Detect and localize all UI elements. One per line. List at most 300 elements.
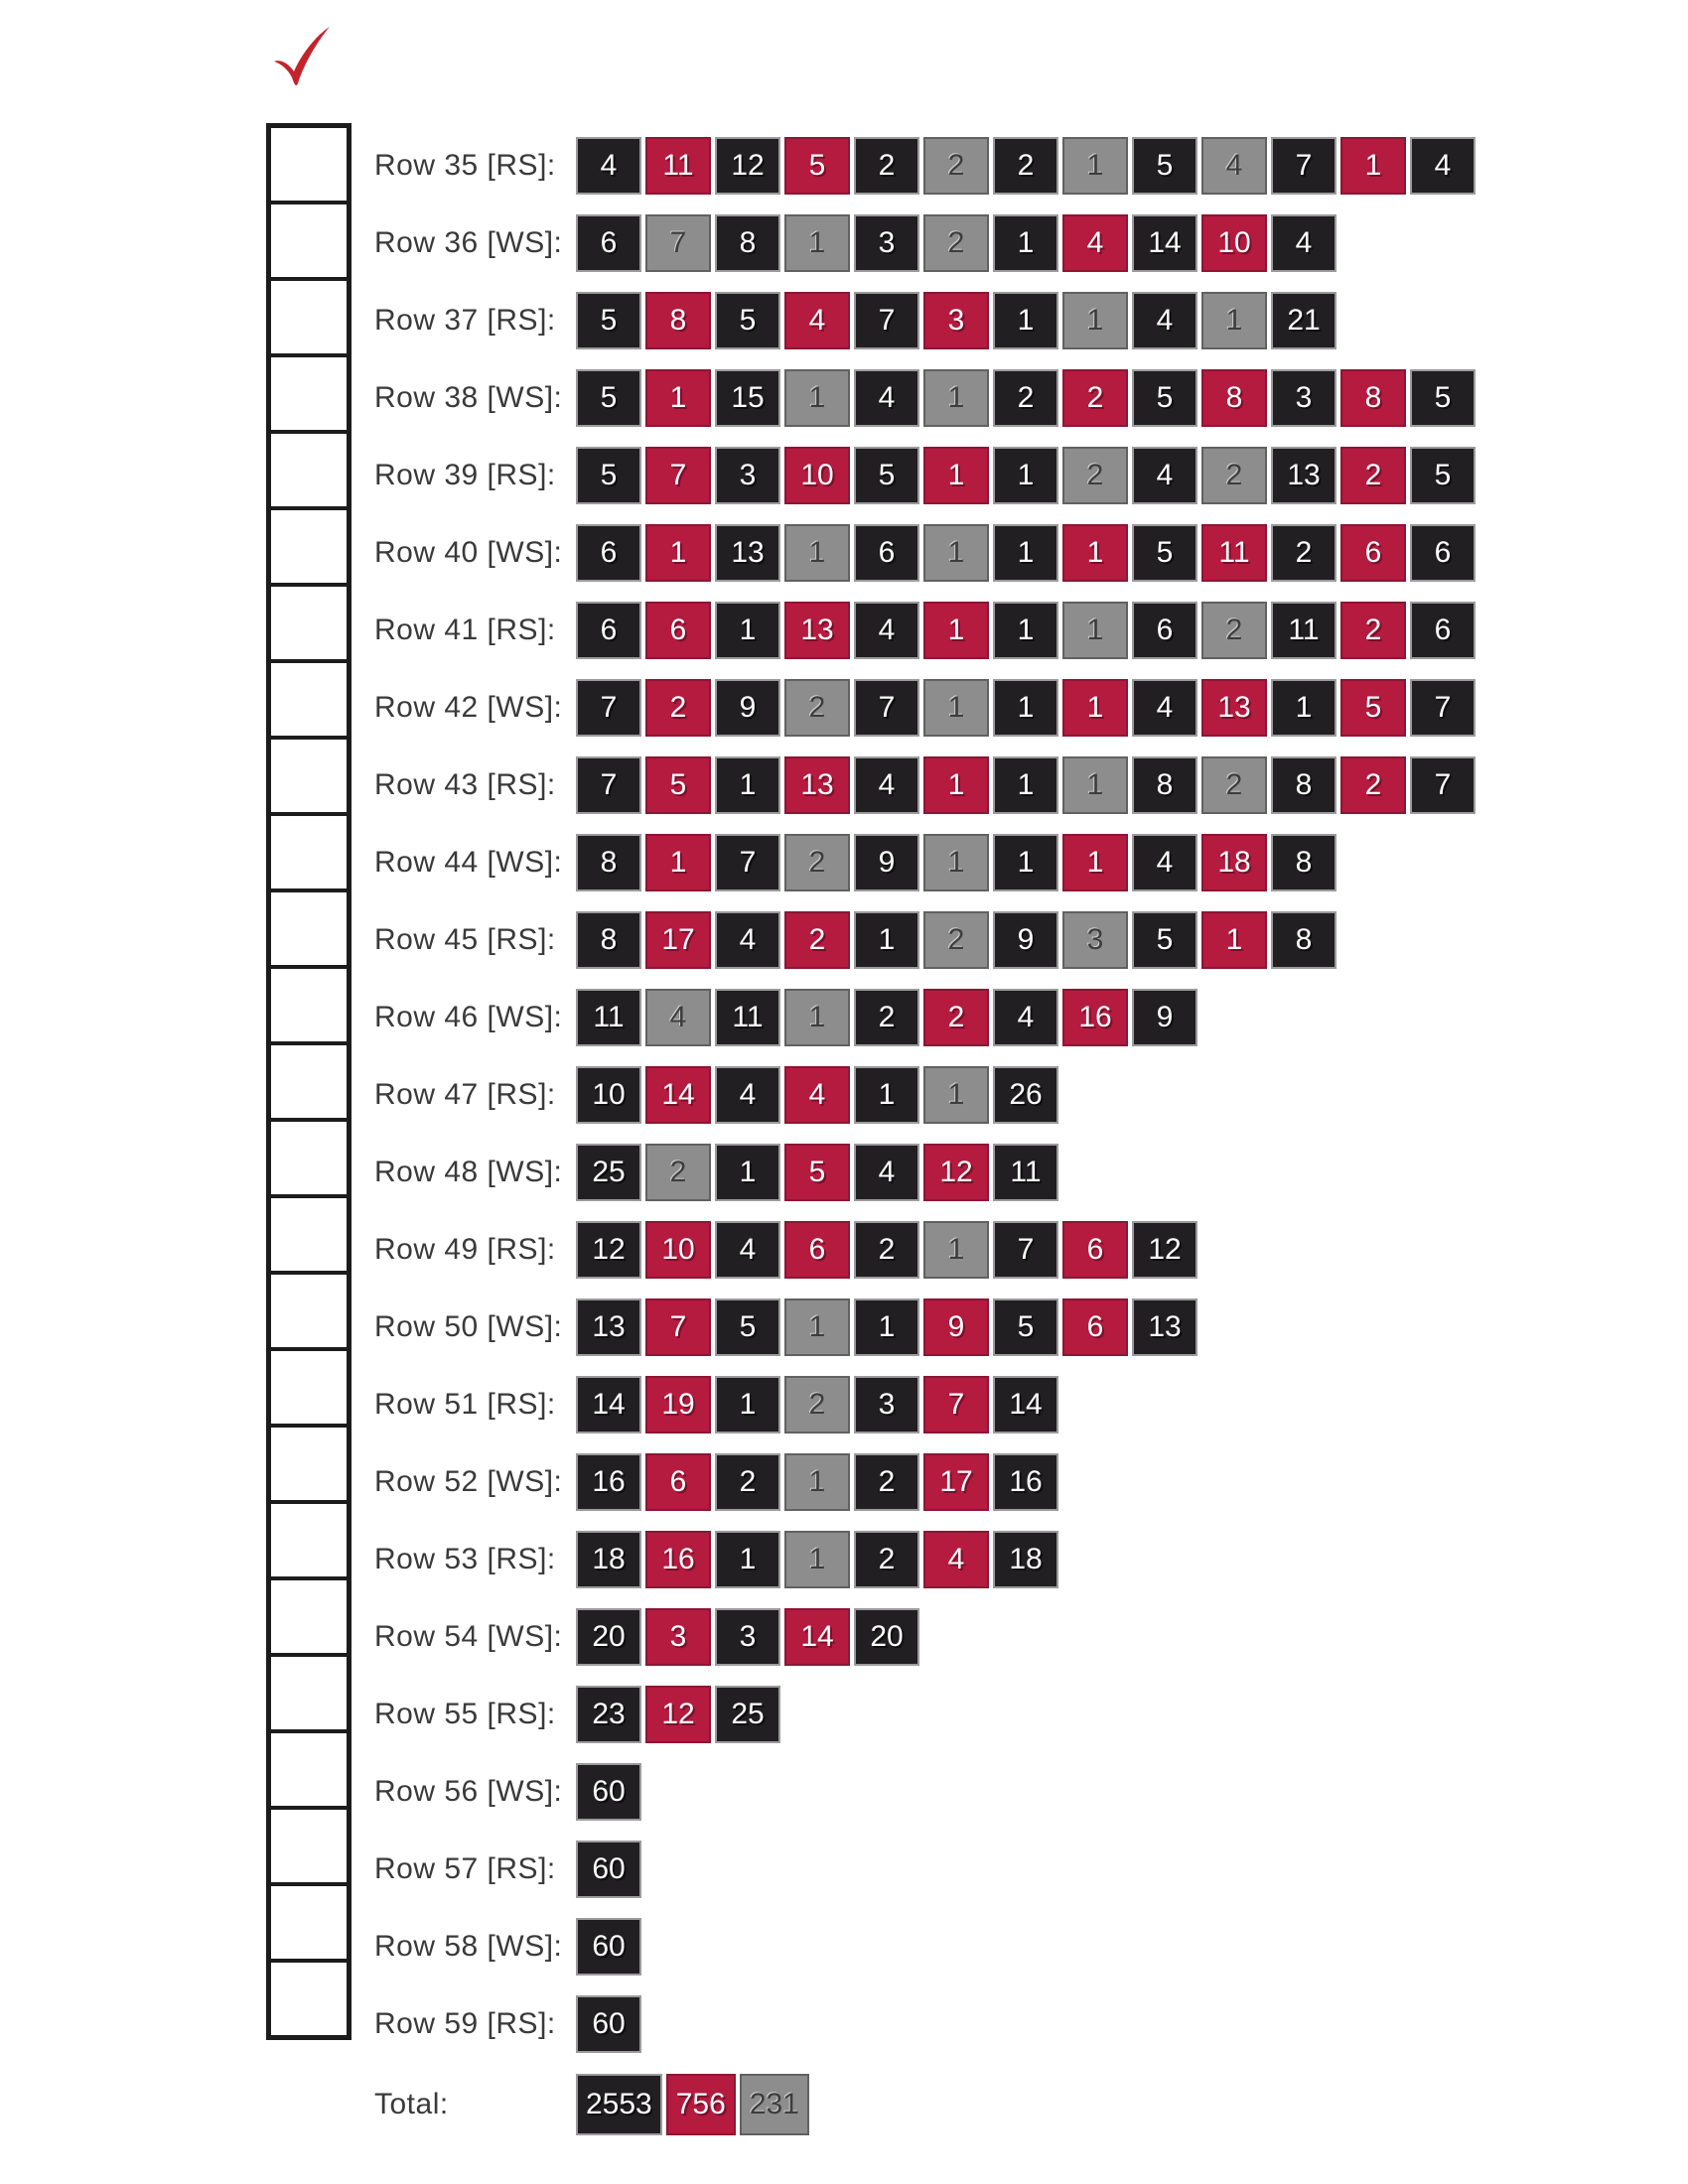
chart-row bbox=[374, 1366, 1476, 1443]
stitch-count-box: 1 bbox=[993, 214, 1058, 272]
stitch-count-box: 5 bbox=[1340, 679, 1406, 737]
stitch-count-box: 8 bbox=[1201, 369, 1267, 427]
stitch-count-box: 2 bbox=[1201, 447, 1267, 504]
stitch-count-box: 1 bbox=[923, 1066, 989, 1124]
stitch-count-box: 4 bbox=[993, 989, 1058, 1046]
stitch-count-box: 14 bbox=[1132, 214, 1197, 272]
stitch-count-box: 15 bbox=[715, 369, 780, 427]
stitch-count-box: 3 bbox=[923, 292, 989, 349]
stitch-count-box: 11 bbox=[715, 989, 780, 1046]
stitch-count-box: 4 bbox=[715, 1221, 780, 1279]
stitch-count-box: 6 bbox=[854, 524, 919, 582]
stitch-count-box: 2 bbox=[923, 989, 989, 1046]
stitch-count-box: 5 bbox=[1410, 369, 1476, 427]
chart-row bbox=[374, 127, 1476, 205]
stitch-count-box: 11 bbox=[576, 989, 641, 1046]
chart-row bbox=[374, 824, 1476, 901]
stitch-boxes bbox=[576, 1221, 1197, 1279]
stitch-count-box: 10 bbox=[784, 447, 850, 504]
stitch-count-box: 4 bbox=[645, 989, 711, 1046]
stitch-count-box: 13 bbox=[1201, 679, 1267, 737]
stitch-count-box: 1 bbox=[1201, 911, 1267, 969]
stitch-count-box: 1 bbox=[1062, 679, 1128, 737]
stitch-count-box: 60 bbox=[576, 1841, 641, 1898]
stitch-count-box: 1 bbox=[923, 834, 989, 891]
stitch-count-box: 2 bbox=[923, 214, 989, 272]
row-label: Row 46 [WS]: bbox=[374, 1001, 563, 1033]
row-label: Row 50 [WS]: bbox=[374, 1310, 563, 1343]
stitch-count-box: 7 bbox=[1410, 756, 1476, 814]
row-label: Row 41 [RS]: bbox=[374, 614, 556, 646]
stitch-count-box: 8 bbox=[645, 292, 711, 349]
stitch-count-box: 3 bbox=[715, 447, 780, 504]
stitch-count-box: 14 bbox=[645, 1066, 711, 1124]
row-label: Row 40 [WS]: bbox=[374, 536, 563, 569]
row-label: Row 39 [RS]: bbox=[374, 459, 556, 491]
row-checkbox[interactable] bbox=[271, 1194, 347, 1271]
stitch-count-box: 8 bbox=[1132, 756, 1197, 814]
stitch-count-box: 2 bbox=[784, 679, 850, 737]
stitch-count-box: 60 bbox=[576, 1995, 641, 2053]
stitch-count-box: 1 bbox=[923, 524, 989, 582]
stitch-count-box: 1 bbox=[1062, 524, 1128, 582]
row-label: Row 47 [RS]: bbox=[374, 1078, 556, 1111]
stitch-count-box: 12 bbox=[715, 137, 780, 195]
stitch-count-box: 5 bbox=[576, 369, 641, 427]
row-label: Row 36 [WS]: bbox=[374, 226, 563, 259]
stitch-count-box: 2553 bbox=[576, 2074, 662, 2135]
total-label: Total: bbox=[374, 2088, 449, 2120]
stitch-count-box: 8 bbox=[715, 214, 780, 272]
row-checkbox[interactable] bbox=[271, 201, 347, 277]
stitch-count-box: 2 bbox=[645, 679, 711, 737]
stitch-count-box: 4 bbox=[1201, 137, 1267, 195]
stitch-count-box: 2 bbox=[1340, 756, 1406, 814]
stitch-boxes bbox=[576, 524, 1476, 582]
stitch-count-box: 13 bbox=[784, 756, 850, 814]
stitch-count-box: 3 bbox=[1271, 369, 1336, 427]
chart-row bbox=[374, 592, 1476, 669]
row-label: Row 37 [RS]: bbox=[374, 304, 556, 337]
stitch-count-box: 2 bbox=[993, 369, 1058, 427]
row-label: Row 56 [WS]: bbox=[374, 1775, 563, 1808]
stitch-boxes bbox=[576, 369, 1476, 427]
stitch-count-box: 6 bbox=[576, 524, 641, 582]
stitch-count-box: 1 bbox=[923, 602, 989, 659]
stitch-count-box: 2 bbox=[715, 1453, 780, 1511]
stitch-count-box: 6 bbox=[1410, 524, 1476, 582]
stitch-count-box: 1 bbox=[854, 911, 919, 969]
stitch-count-box: 1 bbox=[1201, 292, 1267, 349]
stitch-count-box: 2 bbox=[1340, 447, 1406, 504]
stitch-count-box: 5 bbox=[645, 756, 711, 814]
stitch-count-box: 9 bbox=[923, 1298, 989, 1356]
stitch-count-box: 8 bbox=[1271, 911, 1336, 969]
stitch-count-box: 5 bbox=[1132, 137, 1197, 195]
stitch-count-box: 1 bbox=[993, 756, 1058, 814]
stitch-count-box: 1 bbox=[784, 1531, 850, 1588]
stitch-count-box: 4 bbox=[854, 602, 919, 659]
stitch-count-box: 20 bbox=[576, 1608, 641, 1666]
row-label: Row 45 [RS]: bbox=[374, 923, 556, 956]
stitch-count-box: 5 bbox=[1410, 447, 1476, 504]
stitch-count-box: 4 bbox=[784, 1066, 850, 1124]
chart-row bbox=[374, 1289, 1476, 1366]
stitch-count-box: 8 bbox=[576, 834, 641, 891]
stitch-boxes bbox=[576, 989, 1197, 1046]
stitch-boxes bbox=[576, 1763, 641, 1821]
stitch-count-box: 7 bbox=[923, 1376, 989, 1433]
row-label: Row 43 [RS]: bbox=[374, 768, 556, 801]
stitch-count-box: 1 bbox=[993, 447, 1058, 504]
row-label: Row 57 [RS]: bbox=[374, 1852, 556, 1885]
stitch-count-box: 5 bbox=[854, 447, 919, 504]
total-boxes bbox=[576, 2074, 809, 2135]
row-label: Row 49 [RS]: bbox=[374, 1233, 556, 1266]
stitch-count-box: 1 bbox=[1062, 602, 1128, 659]
stitch-count-box: 4 bbox=[576, 137, 641, 195]
row-checkbox[interactable] bbox=[271, 812, 347, 888]
stitch-count-box: 2 bbox=[923, 137, 989, 195]
stitch-count-box: 1 bbox=[1062, 834, 1128, 891]
stitch-count-box: 1 bbox=[784, 369, 850, 427]
stitch-boxes bbox=[576, 602, 1476, 659]
row-checkbox[interactable] bbox=[271, 583, 347, 659]
row-checkbox[interactable] bbox=[271, 1118, 347, 1194]
row-label: Row 59 [RS]: bbox=[374, 2007, 556, 2040]
chart-row bbox=[374, 205, 1476, 282]
stitch-count-box: 6 bbox=[576, 214, 641, 272]
stitch-count-box: 18 bbox=[993, 1531, 1058, 1588]
row-label: Row 54 [WS]: bbox=[374, 1620, 563, 1653]
stitch-count-box: 5 bbox=[1132, 524, 1197, 582]
stitch-boxes bbox=[576, 1531, 1058, 1588]
stitch-count-box: 1 bbox=[993, 834, 1058, 891]
row-checkbox[interactable] bbox=[271, 1576, 347, 1653]
stitch-count-box: 2 bbox=[854, 989, 919, 1046]
stitch-count-box: 25 bbox=[576, 1144, 641, 1201]
stitch-count-box: 12 bbox=[1132, 1221, 1197, 1279]
stitch-boxes bbox=[576, 1066, 1058, 1124]
stitch-count-box: 9 bbox=[1132, 989, 1197, 1046]
stitch-count-box: 4 bbox=[1062, 214, 1128, 272]
stitch-count-box: 2 bbox=[1271, 524, 1336, 582]
stitch-count-box: 2 bbox=[1062, 447, 1128, 504]
stitch-count-box: 21 bbox=[1271, 292, 1336, 349]
row-checkbox[interactable] bbox=[271, 1653, 347, 1729]
stitch-count-box: 2 bbox=[854, 1531, 919, 1588]
stitch-count-box: 7 bbox=[576, 679, 641, 737]
row-checkbox[interactable] bbox=[271, 1271, 347, 1347]
stitch-boxes bbox=[576, 834, 1336, 891]
stitch-count-box: 2 bbox=[1201, 602, 1267, 659]
stitch-boxes bbox=[576, 137, 1476, 195]
row-checkbox[interactable] bbox=[271, 353, 347, 430]
stitch-count-box: 1 bbox=[923, 447, 989, 504]
stitch-count-box: 2 bbox=[854, 137, 919, 195]
stitch-count-box: 9 bbox=[854, 834, 919, 891]
row-label: Row 38 [WS]: bbox=[374, 381, 563, 414]
stitch-count-box: 5 bbox=[576, 447, 641, 504]
stitch-count-box: 1 bbox=[784, 989, 850, 1046]
stitch-count-box: 18 bbox=[1201, 834, 1267, 891]
chart-row bbox=[374, 1676, 1476, 1753]
stitch-count-box: 7 bbox=[645, 447, 711, 504]
stitch-count-box: 8 bbox=[1340, 369, 1406, 427]
row-checkbox[interactable] bbox=[271, 1424, 347, 1500]
stitch-count-box: 5 bbox=[993, 1298, 1058, 1356]
stitch-count-box: 60 bbox=[576, 1918, 641, 1976]
stitch-count-box: 756 bbox=[666, 2074, 736, 2135]
stitch-count-box: 2 bbox=[784, 834, 850, 891]
stitch-count-box: 3 bbox=[645, 1608, 711, 1666]
chart-row bbox=[374, 1753, 1476, 1831]
row-checkbox[interactable] bbox=[271, 1806, 347, 1882]
stitch-count-box: 2 bbox=[1062, 369, 1128, 427]
row-checkbox[interactable] bbox=[271, 888, 347, 965]
chart-row bbox=[374, 1211, 1476, 1289]
stitch-count-box: 5 bbox=[715, 1298, 780, 1356]
stitch-count-box: 3 bbox=[715, 1608, 780, 1666]
stitch-count-box: 5 bbox=[784, 137, 850, 195]
stitch-count-box: 4 bbox=[1271, 214, 1336, 272]
stitch-count-box: 4 bbox=[1132, 447, 1197, 504]
stitch-count-box: 2 bbox=[854, 1221, 919, 1279]
stitch-boxes bbox=[576, 1376, 1058, 1433]
stitch-count-box: 10 bbox=[1201, 214, 1267, 272]
stitch-count-box: 4 bbox=[715, 1066, 780, 1124]
stitch-count-box: 1 bbox=[715, 756, 780, 814]
row-checkbox[interactable] bbox=[271, 1729, 347, 1806]
stitch-count-box: 13 bbox=[784, 602, 850, 659]
stitch-count-box: 20 bbox=[854, 1608, 919, 1666]
row-label: Row 52 [WS]: bbox=[374, 1465, 563, 1498]
stitch-count-box: 12 bbox=[923, 1144, 989, 1201]
stitch-boxes bbox=[576, 214, 1336, 272]
stitch-count-box: 9 bbox=[993, 911, 1058, 969]
stitch-count-box: 11 bbox=[645, 137, 711, 195]
stitch-count-box: 1 bbox=[854, 1298, 919, 1356]
stitch-boxes bbox=[576, 1686, 780, 1743]
stitch-count-box: 19 bbox=[645, 1376, 711, 1433]
row-label: Row 55 [RS]: bbox=[374, 1698, 556, 1730]
chart-row bbox=[374, 979, 1476, 1056]
stitch-count-box: 14 bbox=[576, 1376, 641, 1433]
stitch-count-box: 1 bbox=[1271, 679, 1336, 737]
stitch-count-box: 6 bbox=[645, 1453, 711, 1511]
chart-row bbox=[374, 1598, 1476, 1676]
stitch-count-box: 4 bbox=[854, 1144, 919, 1201]
row-checkbox[interactable] bbox=[271, 1882, 347, 1959]
chart-row bbox=[374, 1443, 1476, 1521]
stitch-count-box: 7 bbox=[854, 679, 919, 737]
stitch-count-box: 5 bbox=[1132, 911, 1197, 969]
stitch-boxes bbox=[576, 911, 1336, 969]
stitch-count-box: 11 bbox=[1201, 524, 1267, 582]
stitch-count-box: 7 bbox=[645, 214, 711, 272]
stitch-count-box: 1 bbox=[993, 292, 1058, 349]
row-checkbox[interactable] bbox=[271, 1347, 347, 1424]
stitch-count-box: 1 bbox=[715, 1144, 780, 1201]
stitch-count-box: 12 bbox=[576, 1221, 641, 1279]
stitch-count-box: 1 bbox=[1062, 137, 1128, 195]
row-label: Row 53 [RS]: bbox=[374, 1543, 556, 1575]
row-checkbox[interactable] bbox=[271, 659, 347, 736]
stitch-count-box: 1 bbox=[993, 679, 1058, 737]
stitch-count-box: 16 bbox=[993, 1453, 1058, 1511]
stitch-boxes bbox=[576, 1453, 1058, 1511]
stitch-count-box: 7 bbox=[715, 834, 780, 891]
stitch-count-box: 7 bbox=[1271, 137, 1336, 195]
stitch-count-box: 9 bbox=[715, 679, 780, 737]
row-checkbox[interactable] bbox=[271, 128, 347, 201]
row-checkbox[interactable] bbox=[271, 277, 347, 353]
row-checkbox[interactable] bbox=[271, 506, 347, 583]
row-label: Row 51 [RS]: bbox=[374, 1388, 556, 1421]
stitch-count-box: 5 bbox=[784, 1144, 850, 1201]
stitch-count-box: 3 bbox=[854, 214, 919, 272]
stitch-count-box: 23 bbox=[576, 1686, 641, 1743]
stitch-count-box: 7 bbox=[993, 1221, 1058, 1279]
chart-row bbox=[374, 282, 1476, 359]
stitch-count-box: 2 bbox=[854, 1453, 919, 1511]
stitch-count-box: 16 bbox=[576, 1453, 641, 1511]
stitch-count-box: 231 bbox=[740, 2074, 809, 2135]
stitch-count-box: 1 bbox=[923, 1221, 989, 1279]
stitch-count-box: 1 bbox=[993, 524, 1058, 582]
stitch-count-box: 4 bbox=[1410, 137, 1476, 195]
chart-row bbox=[374, 1831, 1476, 1908]
stitch-count-box: 6 bbox=[1062, 1298, 1128, 1356]
row-checkbox[interactable] bbox=[271, 965, 347, 1041]
stitch-count-box: 16 bbox=[645, 1531, 711, 1588]
chart-row bbox=[374, 901, 1476, 979]
stitch-count-box: 5 bbox=[576, 292, 641, 349]
stitch-count-box: 14 bbox=[993, 1376, 1058, 1433]
row-checkbox[interactable] bbox=[271, 736, 347, 812]
stitch-count-box: 1 bbox=[1062, 756, 1128, 814]
chart-row bbox=[374, 669, 1476, 747]
stitch-count-box: 1 bbox=[993, 602, 1058, 659]
stitch-count-box: 7 bbox=[645, 1298, 711, 1356]
rows-list bbox=[374, 127, 1476, 2063]
stitch-boxes bbox=[576, 679, 1476, 737]
stitch-count-box: 18 bbox=[576, 1531, 641, 1588]
stitch-count-box: 10 bbox=[645, 1221, 711, 1279]
stitch-count-box: 1 bbox=[715, 1531, 780, 1588]
stitch-count-box: 8 bbox=[576, 911, 641, 969]
row-checkbox[interactable] bbox=[271, 1500, 347, 1576]
chart-row bbox=[374, 359, 1476, 437]
stitch-count-box: 4 bbox=[715, 911, 780, 969]
row-label: Row 42 [WS]: bbox=[374, 691, 563, 724]
row-label: Row 58 [WS]: bbox=[374, 1930, 563, 1963]
stitch-count-box: 1 bbox=[923, 756, 989, 814]
stitch-boxes bbox=[576, 756, 1476, 814]
stitch-count-box: 5 bbox=[1132, 369, 1197, 427]
chart-row bbox=[374, 747, 1476, 824]
stitch-count-box: 2 bbox=[923, 911, 989, 969]
stitch-boxes bbox=[576, 447, 1476, 504]
stitch-count-box: 6 bbox=[576, 602, 641, 659]
stitch-count-box: 17 bbox=[645, 911, 711, 969]
stitch-count-box: 2 bbox=[645, 1144, 711, 1201]
stitch-count-box: 4 bbox=[1132, 834, 1197, 891]
chart-row bbox=[374, 1134, 1476, 1211]
stitch-count-box: 7 bbox=[854, 292, 919, 349]
total-row bbox=[374, 2067, 809, 2142]
stitch-boxes bbox=[576, 1608, 919, 1666]
stitch-count-box: 7 bbox=[576, 756, 641, 814]
stitch-count-box: 8 bbox=[1271, 834, 1336, 891]
stitch-count-box: 8 bbox=[1271, 756, 1336, 814]
stitch-count-box: 3 bbox=[1062, 911, 1128, 969]
stitch-count-box: 2 bbox=[993, 137, 1058, 195]
stitch-count-box: 6 bbox=[1132, 602, 1197, 659]
row-label: Row 48 [WS]: bbox=[374, 1156, 563, 1188]
stitch-count-box: 2 bbox=[784, 911, 850, 969]
stitch-count-box: 17 bbox=[923, 1453, 989, 1511]
stitch-count-box: 6 bbox=[1340, 524, 1406, 582]
stitch-count-box: 2 bbox=[784, 1376, 850, 1433]
stitch-count-box: 3 bbox=[854, 1376, 919, 1433]
stitch-boxes bbox=[576, 1144, 1058, 1201]
stitch-count-box: 2 bbox=[1201, 756, 1267, 814]
stitch-count-box: 10 bbox=[576, 1066, 641, 1124]
stitch-count-box: 4 bbox=[1132, 292, 1197, 349]
stitch-count-box: 4 bbox=[854, 756, 919, 814]
row-checkbox[interactable] bbox=[271, 1041, 347, 1118]
stitch-count-box: 7 bbox=[1410, 679, 1476, 737]
chart-row bbox=[374, 437, 1476, 514]
stitch-count-box: 1 bbox=[784, 1298, 850, 1356]
stitch-count-box: 1 bbox=[923, 679, 989, 737]
row-checkbox[interactable] bbox=[271, 1959, 347, 2035]
row-label: Row 35 [RS]: bbox=[374, 149, 556, 182]
stitch-count-box: 12 bbox=[645, 1686, 711, 1743]
chart-row bbox=[374, 1908, 1476, 1985]
stitch-count-box: 13 bbox=[1271, 447, 1336, 504]
stitch-count-box: 13 bbox=[576, 1298, 641, 1356]
stitch-boxes bbox=[576, 292, 1336, 349]
stitch-count-box: 13 bbox=[715, 524, 780, 582]
stitch-count-box: 1 bbox=[784, 1453, 850, 1511]
stitch-count-box: 4 bbox=[854, 369, 919, 427]
stitch-count-box: 6 bbox=[645, 602, 711, 659]
stitch-count-box: 4 bbox=[784, 292, 850, 349]
stitch-boxes bbox=[576, 1298, 1197, 1356]
stitch-count-box: 1 bbox=[854, 1066, 919, 1124]
chart-row bbox=[374, 1521, 1476, 1598]
stitch-count-box: 26 bbox=[993, 1066, 1058, 1124]
stitch-count-box: 4 bbox=[923, 1531, 989, 1588]
stitch-count-box: 1 bbox=[1340, 137, 1406, 195]
stitch-count-box: 5 bbox=[715, 292, 780, 349]
row-label: Row 44 [WS]: bbox=[374, 846, 563, 879]
stitch-count-box: 1 bbox=[784, 524, 850, 582]
red-checkmark-icon bbox=[264, 26, 336, 103]
stitch-count-box: 16 bbox=[1062, 989, 1128, 1046]
chart-row bbox=[374, 514, 1476, 592]
stitch-count-box: 1 bbox=[784, 214, 850, 272]
stitch-count-box: 1 bbox=[715, 602, 780, 659]
stitch-count-box: 1 bbox=[645, 369, 711, 427]
stitch-count-box: 6 bbox=[1062, 1221, 1128, 1279]
stitch-boxes bbox=[576, 1918, 641, 1976]
row-checkbox[interactable] bbox=[271, 430, 347, 506]
stitch-boxes bbox=[576, 1841, 641, 1898]
stitch-count-box: 1 bbox=[645, 524, 711, 582]
